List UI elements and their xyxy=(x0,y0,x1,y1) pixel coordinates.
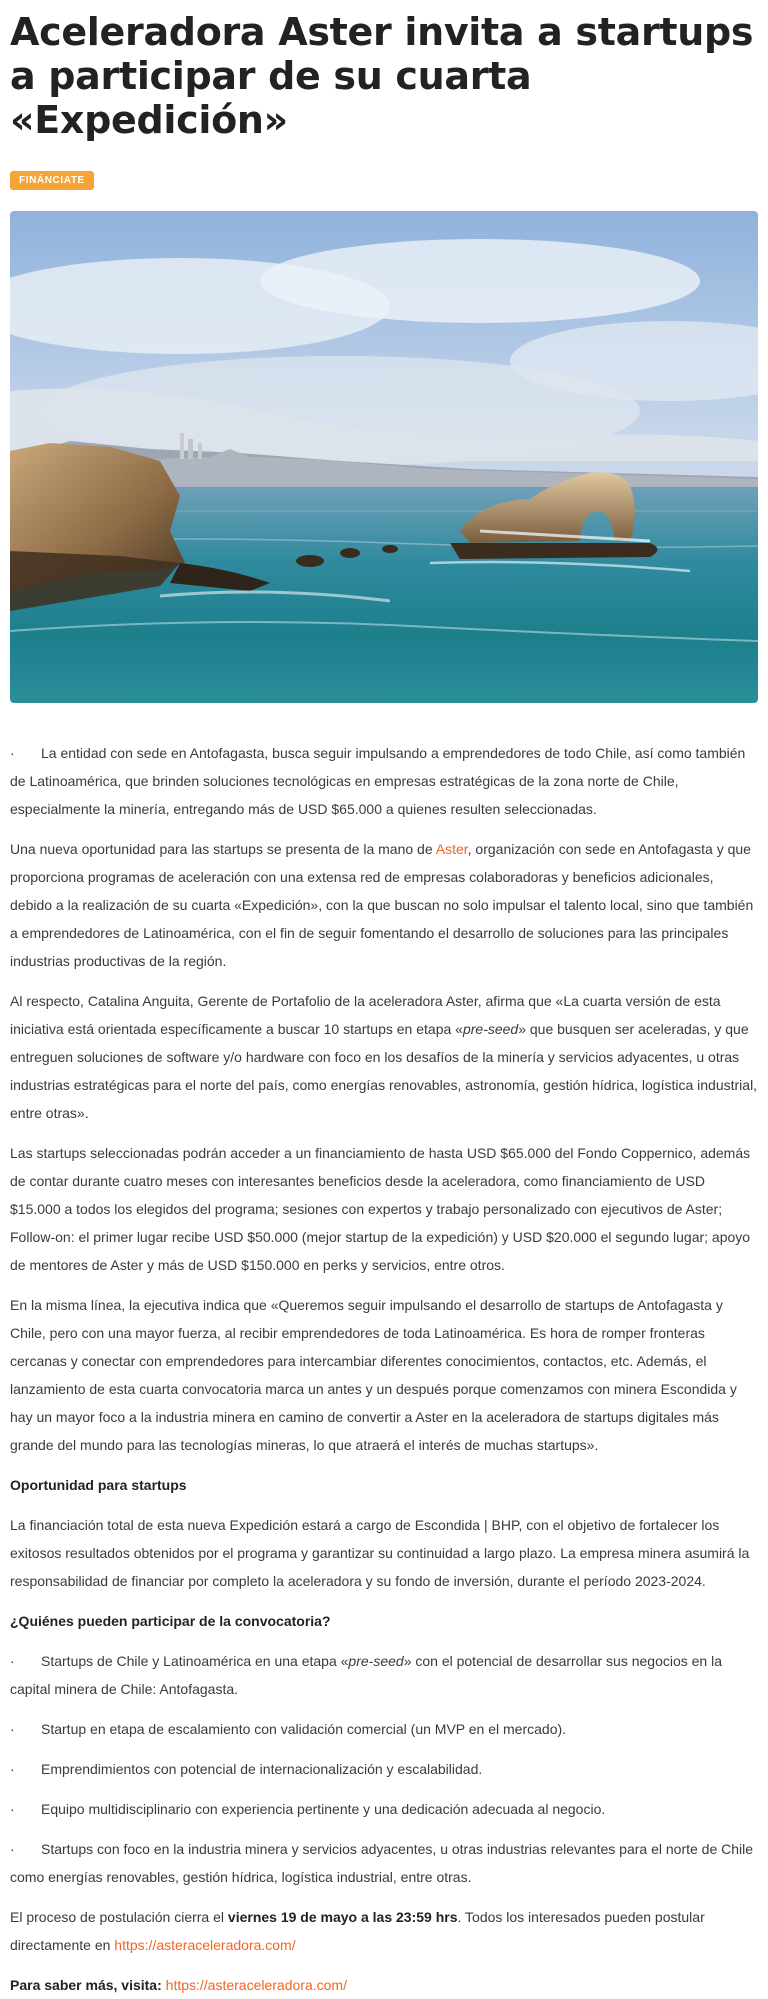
more-info-link[interactable]: https://asteraceleradora.com/ xyxy=(165,1977,347,1993)
bullet-marker: · xyxy=(10,1801,15,1817)
paragraph-text: Una nueva oportunidad para las startups se presenta de la mano de xyxy=(10,841,436,857)
paragraph-text: , organización con sede en Antofagasta y que proporciona programas de aceleración con una extensa red de empresas colaboradoras y beneficios adicionales, debido a la realización de su cuarta «Expedición», con la que buscan no solo impulsar el talento local, sino que también a emprendedores de Latinoamérica, con el fin de seguir fomentando el desarrollo de soluciones para las principales industrias productivas de la región. xyxy=(10,841,754,969)
aster-website-link[interactable]: https://asteraceleradora.com/ xyxy=(114,1937,296,1953)
italic-term: pre-seed xyxy=(462,1021,519,1037)
article-body xyxy=(10,739,758,1999)
list-item xyxy=(10,1755,758,1783)
bullet-marker: · xyxy=(10,1761,15,1777)
aster-link[interactable]: Aster xyxy=(435,841,468,857)
deadline-text: viernes 19 de mayo a las 23:59 hrs xyxy=(227,1909,458,1925)
paragraph-5: La financiación total de esta nueva Expedición estará a cargo de Escondida | BHP, con el objetivo de fortalecer los exitosos resultados obtenidos por el programa y garantizar su continuidad a largo plazo. La empresa minera asumirá la responsabilidad de financiar por completo la aceleradora y su fondo de inversión, durante el período 2023-2024. xyxy=(10,1517,750,1589)
hero-image xyxy=(10,211,758,703)
article-title: Aceleradora Aster invita a startups a participar de su cuarta «Expedición» xyxy=(10,10,754,142)
section-heading-who: ¿Quiénes pueden participar de la convocatoria? xyxy=(10,1613,331,1629)
list-item xyxy=(10,1715,758,1743)
paragraph-1 xyxy=(10,835,758,975)
list-item-text: Startups con foco en la industria minera y servicios adyacentes, u otras industrias relevantes para el norte de Chile como energías renovables, gestión hídrica, logística industrial, entre otras. xyxy=(10,1841,754,1885)
list-item xyxy=(10,1647,758,1703)
article-container xyxy=(10,10,758,1999)
bullet-marker: · xyxy=(10,745,15,761)
paragraph-4: En la misma línea, la ejecutiva indica que «Queremos seguir impulsando el desarrollo de startups de Antofagasta y Chile, pero con una mayor fuerza, al recibir emprendedores de toda Latinoamérica. Es hora de romper fronteras cercanas y conectar con emprendedores para intercambiar diferentes conocimientos, contactos, etc. Además, el lanzamiento de esta cuarta convocatoria marca un antes y un después porque comenzamos con minera Escondida y hay un mayor foco a la industria minera en camino de convertir a Aster en la aceleradora de startups digitales más grande del mundo para las tecnologías mineras, lo que atraerá el interés de muchas startups». xyxy=(10,1297,737,1453)
list-item-text: » con el potencial de desarrollar sus negocios en la capital minera de Chile: Antofagasta. xyxy=(10,1653,722,1697)
more-info-label: Para saber más, visita: xyxy=(10,1977,162,1993)
paragraph-text: » que busquen ser aceleradas, y que entreguen soluciones de software y/o hardware con foco en los desafíos de la minería y servicios adyacentes, u otras industrias estratégicas para el norte del país, como energías renovables, astronomía, gestión hídrica, logística industrial, entre otras». xyxy=(10,1021,758,1121)
list-item-text: Equipo multidisciplinario con experiencia pertinente y una dedicación adecuada al negocio. xyxy=(41,1801,606,1817)
paragraph-2 xyxy=(10,987,758,1127)
paragraph-3: Las startups seleccionadas podrán acceder a un financiamiento de hasta USD $65.000 del Fondo Coppernico, además de contar durante cuatro meses con interesantes beneficios desde la aceleradora, como financiamiento de USD $15.000 a todos los elegidos del programa; sesiones con expertos y trabajo personalizado con ejecutivos de Aster; Follow-on: el primer lugar recibe USD $50.000 (mejor startup de la expedición) y USD $20.000 el segundo lugar; apoyo de mentores de Aster y más de USD $150.000 en perks y servicios, entre otros. xyxy=(10,1145,751,1273)
bullet-marker: · xyxy=(10,1841,15,1857)
list-item xyxy=(10,1795,758,1823)
list-item-text: Startup en etapa de escalamiento con validación comercial (un MVP en el mercado). xyxy=(41,1721,567,1737)
italic-term: pre-seed xyxy=(348,1653,404,1669)
intro-bullet xyxy=(10,739,758,823)
closing-paragraph xyxy=(10,1903,758,1959)
list-item-text: Startups de Chile y Latinoamérica en una etapa « xyxy=(41,1653,349,1669)
list-item xyxy=(10,1835,758,1891)
bullet-marker: · xyxy=(10,1653,15,1669)
list-item-text: Emprendimientos con potencial de internacionalización y escalabilidad. xyxy=(41,1761,483,1777)
paragraph-text: Al respecto, Catalina Anguita, Gerente de Portafolio de la aceleradora Aster, afirma que «La cuarta versión de esta iniciativa está orientada específicamente a buscar 10 startups en etapa « xyxy=(10,993,721,1037)
bullet-marker: · xyxy=(10,1721,15,1737)
section-heading-opportunity: Oportunidad para startups xyxy=(10,1477,187,1493)
paragraph-text: El proceso de postulación cierra el xyxy=(10,1909,228,1925)
category-badge[interactable]: FINÁNCIA​TE xyxy=(10,171,94,190)
paragraph-text: . Todos los interesados pueden postular directamente en xyxy=(10,1909,705,1953)
intro-bullet-text: La entidad con sede en Antofagasta, busca seguir impulsando a emprendedores de todo Chile, así como también de Latinoamérica, que brinden soluciones tecnológicas en empresas estratégicas de la zona norte de Chile, especialmente la minería, entregando más de USD $65.000 a quienes resulten seleccionadas. xyxy=(10,745,746,817)
more-info-paragraph xyxy=(10,1971,758,1999)
